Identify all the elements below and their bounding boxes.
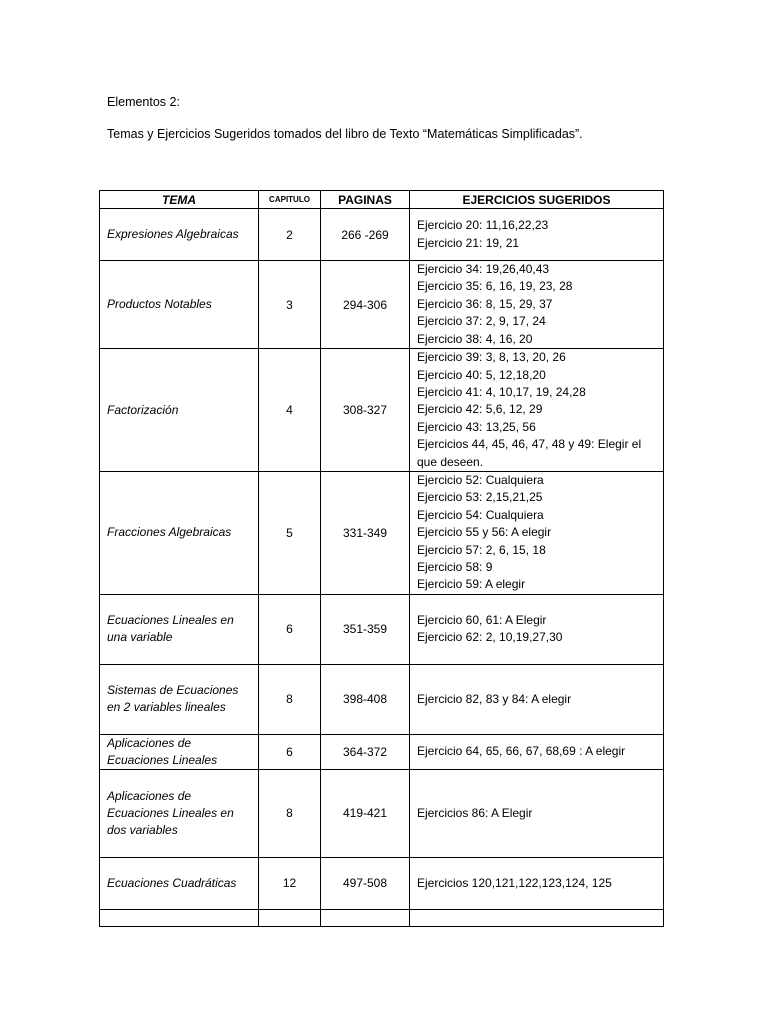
- empty-cell: [259, 909, 321, 926]
- paginas-cell: 364-372: [321, 734, 410, 769]
- tema-text: dos variables: [107, 822, 178, 837]
- capitulo-cell: 5: [259, 472, 321, 595]
- table-body: [100, 209, 664, 927]
- document-subtitle: Temas y Ejercicios Sugeridos tomados del libro de Texto “Matemáticas Simplificadas”.: [107, 127, 583, 141]
- tema-cell: [100, 769, 259, 857]
- tema-cell: [100, 261, 259, 349]
- ejercicio-line: Ejercicio 58: 9: [417, 560, 493, 575]
- table-row: [100, 769, 664, 857]
- ejercicio-line: Ejercicio 82, 83 y 84: A elegir: [417, 691, 572, 706]
- ejercicios-cell: [410, 261, 664, 349]
- ejercicio-line: Ejercicio 43: 13,25, 56: [417, 419, 536, 434]
- header-tema: TEMA: [100, 191, 259, 209]
- ejercicio-line: Ejercicio 59: A elegir: [417, 577, 526, 592]
- tema-cell: [100, 594, 259, 664]
- capitulo-cell: 2: [259, 209, 321, 261]
- ejercicios-cell: [410, 734, 664, 769]
- tema-text: Fracciones Algebraicas: [107, 525, 232, 540]
- ejercicios-cell: [410, 349, 664, 472]
- header-ejercicios: EJERCICIOS SUGERIDOS: [410, 191, 664, 209]
- header-capitulo: CAPITULO: [259, 191, 321, 209]
- ejercicio-line: Ejercicio 64, 65, 66, 67, 68,69 : A elegir: [417, 744, 626, 759]
- tema-text: Expresiones Algebraicas: [107, 227, 239, 241]
- capitulo-cell: 3: [259, 261, 321, 349]
- ejercicio-line: Ejercicio 38: 4, 16, 20: [417, 331, 533, 346]
- tema-cell: [100, 734, 259, 769]
- ejercicio-line: Ejercicios 44, 45, 46, 47, 48 y 49: Elegir el: [417, 437, 642, 452]
- ejercicio-line: Ejercicios 120,121,122,123,124, 125: [417, 875, 612, 890]
- capitulo-cell: 6: [259, 594, 321, 664]
- paginas-cell: 419-421: [321, 769, 410, 857]
- ejercicio-line: Ejercicio 36: 8, 15, 29, 37: [417, 296, 553, 311]
- paginas-cell: 351-359: [321, 594, 410, 664]
- capitulo-cell: 8: [259, 664, 321, 734]
- ejercicio-line: Ejercicio 57: 2, 6, 15, 18: [417, 542, 546, 557]
- empty-cell: [100, 909, 259, 926]
- ejercicio-line: Ejercicio 35: 6, 16, 19, 23, 28: [417, 279, 573, 294]
- table-header-row: [100, 191, 664, 209]
- table-row: [100, 349, 664, 472]
- table-row: [100, 664, 664, 734]
- ejercicio-line: Ejercicio 54: Cualquiera: [417, 507, 544, 522]
- ejercicios-cell: [410, 594, 664, 664]
- table-row: [100, 261, 664, 349]
- ejercicio-line: Ejercicios 86: A Elegir: [417, 805, 533, 820]
- paginas-cell: 398-408: [321, 664, 410, 734]
- tema-text: Ecuaciones Cuadráticas: [107, 875, 237, 890]
- table-row: [100, 472, 664, 595]
- ejercicio-line: Ejercicio 42: 5,6, 12, 29: [417, 402, 543, 417]
- document-title: Elementos 2:: [107, 95, 180, 109]
- tema-text: Ecuaciones Lineales: [107, 752, 218, 767]
- ejercicio-line: Ejercicio 62: 2, 10,19,27,30: [417, 630, 563, 645]
- paginas-cell: 331-349: [321, 472, 410, 595]
- tema-cell: [100, 664, 259, 734]
- ejercicio-line: Ejercicio 37: 2, 9, 17, 24: [417, 314, 546, 329]
- ejercicio-line: Ejercicio 60, 61: A Elegir: [417, 612, 547, 627]
- tema-cell: [100, 857, 259, 909]
- ejercicio-line: Ejercicio 40: 5, 12,18,20: [417, 367, 546, 382]
- tema-cell: [100, 209, 259, 261]
- tema-cell: [100, 349, 259, 472]
- tema-text: Sistemas de Ecuaciones: [107, 683, 239, 698]
- ejercicio-line: Ejercicio 52: Cualquiera: [417, 473, 544, 488]
- capitulo-cell: 12: [259, 857, 321, 909]
- capitulo-cell: 6: [259, 734, 321, 769]
- capitulo-cell: 4: [259, 349, 321, 472]
- exercises-table: [99, 190, 664, 927]
- tema-text: Ecuaciones Lineales en: [107, 805, 234, 820]
- tema-text: Factorización: [107, 402, 179, 417]
- ejercicio-line: que deseen.: [417, 454, 484, 469]
- paginas-cell: 308-327: [321, 349, 410, 472]
- capitulo-cell: 8: [259, 769, 321, 857]
- tema-text: Aplicaciones de: [107, 788, 192, 803]
- tema-text: Aplicaciones de: [107, 735, 192, 750]
- tema-cell: [100, 472, 259, 595]
- ejercicio-line: Ejercicio 20: 11,16,22,23: [417, 218, 549, 233]
- ejercicio-line: Ejercicio 53: 2,15,21,25: [417, 490, 543, 505]
- empty-row: [100, 909, 664, 926]
- table-row: [100, 594, 664, 664]
- header-paginas: PAGINAS: [321, 191, 410, 209]
- tema-text: en 2 variables lineales: [107, 700, 226, 715]
- empty-cell: [410, 909, 664, 926]
- tema-text: Productos Notables: [107, 297, 212, 312]
- ejercicios-cell: [410, 209, 664, 261]
- ejercicios-cell: [410, 857, 664, 909]
- paginas-cell: 294-306: [321, 261, 410, 349]
- ejercicio-line: Ejercicio 39: 3, 8, 13, 20, 26: [417, 350, 566, 365]
- paginas-cell: 497-508: [321, 857, 410, 909]
- ejercicio-line: Ejercicio 41: 4, 10,17, 19, 24,28: [417, 384, 586, 399]
- ejercicio-line: Ejercicio 55 y 56: A elegir: [417, 525, 552, 540]
- paginas-cell: 266 -269: [321, 209, 410, 261]
- tema-text: Ecuaciones Lineales en: [107, 613, 234, 628]
- ejercicios-cell: [410, 664, 664, 734]
- empty-cell: [321, 909, 410, 926]
- table-row: [100, 209, 664, 261]
- tema-text: una variable: [107, 630, 173, 645]
- ejercicio-line: Ejercicio 34: 19,26,40,43: [417, 262, 550, 276]
- table-row: [100, 857, 664, 909]
- ejercicios-cell: [410, 472, 664, 595]
- ejercicio-line: Ejercicio 21: 19, 21: [417, 235, 520, 250]
- ejercicios-cell: [410, 769, 664, 857]
- table-row: [100, 734, 664, 769]
